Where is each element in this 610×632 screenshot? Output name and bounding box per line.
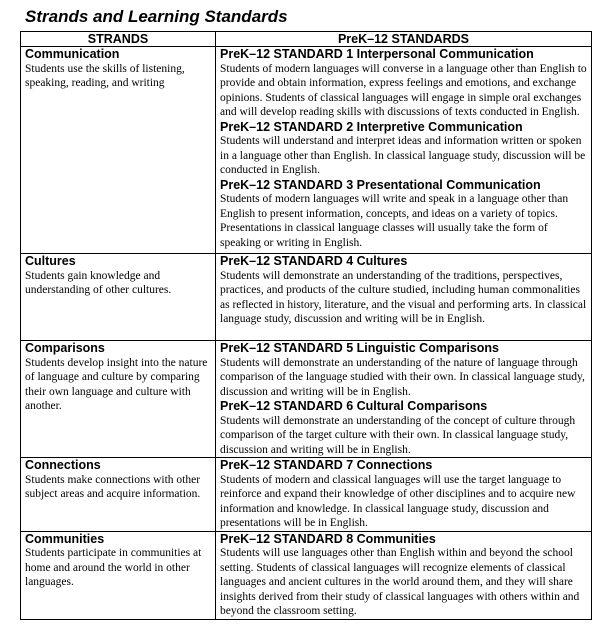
standard-title: PreK–12 STANDARD 8 Communities [220, 531, 436, 546]
standards-cell [216, 254, 592, 341]
table-row-communities [21, 531, 592, 619]
strand-cell [21, 47, 216, 254]
standards-cell [216, 47, 592, 254]
standards-cell [216, 531, 592, 619]
page-title: Strands and Learning Standards [25, 7, 288, 26]
strand-description: Students gain knowledge and understanding of other cultures. [25, 269, 172, 296]
standard-description: Students will understand and interpret ideas and information written or spoken in a language other than English. In classical language study, discussion will be conducted in English. [220, 135, 586, 176]
strand-cell [21, 341, 216, 458]
column-header-strands: STRANDS [21, 32, 216, 47]
strand-description: Students use the skills of listening, speaking, reading, and writing [25, 62, 185, 89]
strand-description: Students participate in communities at home and around the world in other languages. [25, 547, 202, 588]
standard-description: Students will use languages other than English within and beyond the school setting. Students of classical languages will recognize elements of classical languages and ancient cultures in the world around them, and they will share insights derived from their study of classical languages with others within and beyond the classroom setting. [220, 547, 580, 617]
standards-table [20, 31, 592, 620]
standard-title: PreK–12 STANDARD 5 Linguistic Comparisons [220, 341, 499, 355]
standard-title: PreK–12 STANDARD 3 Presentational Communication [220, 177, 541, 192]
standard-title: PreK–12 STANDARD 6 Cultural Comparisons [220, 399, 488, 413]
table-row-connections [21, 458, 592, 532]
strand-cell [21, 254, 216, 341]
column-header-standards: PreK–12 STANDARDS [216, 32, 592, 47]
standard-description: Students of modern languages will converse in a language other than English to provide and obtain information, express feelings and emotions, and exchange opinions. Students of classical languages will engage in simple oral exchanges and will develop reading skills with discussions of texts conducted in English. [220, 62, 587, 118]
standards-cell [216, 341, 592, 458]
strand-name: Communication [25, 47, 120, 61]
table-row-communication [21, 47, 592, 254]
standard-title: PreK–12 STANDARD 7 Connections [220, 458, 433, 472]
standard-description: Students will demonstrate an understanding of the traditions, perspectives, practices, and products of the culture studied, including human commonalities as reflected in history, literature, and the visual and performing arts. In classical language study, discussion and writing will be in English. [220, 269, 587, 325]
standards-cell [216, 458, 592, 532]
strand-description: Students develop insight into the nature of language and culture by comparing their own language and culture with another. [25, 356, 208, 412]
standard-title: PreK–12 STANDARD 2 Interpretive Communication [220, 119, 523, 134]
strand-name: Connections [25, 458, 101, 472]
strand-name: Communities [25, 531, 105, 546]
standard-description: Students will demonstrate an understanding of the nature of language through comparison of the language studied with their own. In classical language study, discussion and writing will be in English. [220, 356, 585, 398]
standard-description: Students of modern languages will write and speak in a language other than English to present information, concepts, and ideas on a variety of topics. Presentations in classical language classes will usually take the form of speaking or writing in English. [220, 193, 569, 249]
standard-title: PreK–12 STANDARD 4 Cultures [220, 254, 408, 268]
standard-title: PreK–12 STANDARD 1 Interpersonal Communication [220, 47, 534, 61]
table-row-comparisons [21, 341, 592, 458]
strand-name: Cultures [25, 254, 76, 268]
table-row-cultures [21, 254, 592, 341]
standard-description: Students will demonstrate an understanding of the concept of culture through comparison of the target culture with their own. In classical language study, discussion and writing will be in English. [220, 414, 576, 456]
strand-name: Comparisons [25, 341, 105, 355]
strand-cell [21, 531, 216, 619]
standard-description: Students of modern and classical languages will use the target language to reinforce and expand their knowledge of other disciplines and to acquire new information and knowledge. In classical language study, discussion and presentations will be in English. [220, 473, 576, 529]
strand-cell [21, 458, 216, 532]
strand-description: Students make connections with other subject areas and acquire information. [25, 473, 201, 500]
table-header-row [21, 32, 592, 47]
